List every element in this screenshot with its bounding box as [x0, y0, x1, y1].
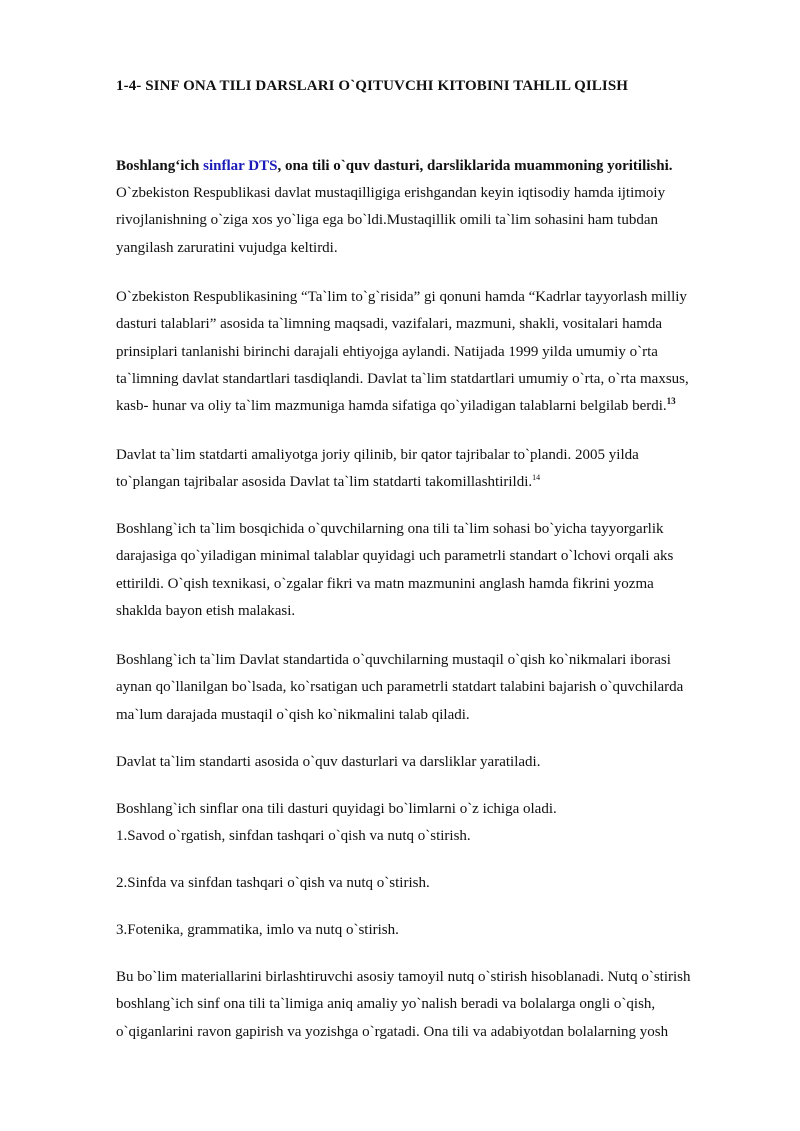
- paragraph-5: [116, 647, 756, 729]
- paragraph-line: ma`lum darajada mustaqil o`qish ko`nikmalini talab qiladi.: [116, 706, 470, 723]
- footnote-ref-14[interactable]: 14: [532, 473, 541, 483]
- paragraph-6: [116, 749, 756, 776]
- paragraph-line: Davlat ta`lim standarti asosida o`quv dasturlari va darsliklar yaratiladi.: [116, 754, 541, 770]
- paragraph-line: ettirildi. O`qish texnikasi, o`zgalar fikri va matn mazmunini anglash hamda fikrini yozma: [116, 575, 654, 592]
- paragraph-line: rivojlanishning o`ziga xos yo`liga ega bo`ldi.Mustaqillik omili ta`lim sohasini ham tubdan: [116, 212, 659, 229]
- paragraph-line: aynan qo`llanilgan bo`lsada, ko`rsatigan uch parametrli statdart talabini bajarish o`quvchilarda: [116, 679, 684, 696]
- paragraph-1: [116, 180, 756, 262]
- paragraph-line: boshlang`ich sinf ona tili ta`limiga aniq amaliy yo`nalish beradi va bolalarga ongli o`qish,: [116, 996, 656, 1013]
- paragraph-2: [116, 284, 756, 420]
- document-title: 1-4- SINF ONA TILI DARSLARI O`QITUVCHI KITOBINI TAHLIL QILISH: [116, 78, 629, 94]
- paragraph-10: [116, 964, 756, 1046]
- list-item: 2.Sinfda va sinfdan tashqari o`qish va nutq o`stirish.: [116, 875, 430, 891]
- paragraph-9: [116, 917, 756, 944]
- paragraph-line: shaklda bayon etish malakasi.: [116, 602, 296, 619]
- paragraph-line: ta`limning davlat standartlari tasdiqlandi. Davlat ta`lim statdartlari umumiy o`rta, o`rta maxsus,: [116, 370, 689, 387]
- section-heading-text-1: Boshlang‘ich: [116, 158, 204, 174]
- paragraph-line: Boshlang`ich sinflar ona tili dasturi quyidagi bo`limlarni o`z ichiga oladi.: [116, 801, 557, 817]
- footnote-ref-13[interactable]: 13: [666, 396, 676, 407]
- section-heading-text-2: , ona tili o`quv dasturi, darsliklarida muammoning yoritilishi.: [277, 158, 673, 174]
- paragraph-line: Boshlang`ich ta`lim bosqichida o`quvchilarning ona tili ta`lim sohasi bo`yicha tayyorgarlik: [116, 521, 664, 537]
- section-heading: [116, 158, 673, 175]
- paragraph-line: O`zbekiston Respublikasi davlat mustaqilligiga erishgandan keyin iqtisodiy hamda ijtimoiy: [116, 185, 666, 201]
- paragraph-line: o`qiganlarini ravon gapirish va yozishga o`rgatadi. Ona tili va adabiyotdan bolalarning yosh: [116, 1023, 669, 1040]
- paragraph-line: yangilash zaruratini vujudga keltirdi.: [116, 239, 338, 256]
- paragraph-line: O`zbekiston Respublikasining “Ta`lim to`g`risida” gi qonuni hamda “Kadrlar tayyorlash milliy: [116, 289, 687, 305]
- paragraph-8: [116, 870, 756, 897]
- paragraph-line: to`plangan tajribalar asosida Davlat ta`lim statdarti takomillashtirildi.$^{14}$: [116, 473, 541, 491]
- paragraph-4: [116, 516, 756, 625]
- paragraph-line: dasturi talablari” asosida ta`limning maqsadi, vazifalari, mazmuni, shakli, vositalari hamda: [116, 316, 663, 333]
- paragraph-line: darajasiga qo`yiladigan minimal talablar quyidagi uch parametrli standart o`lchovi orqali aks: [116, 548, 674, 565]
- paragraph-line: Davlat ta`lim statdarti amaliyotga joriy qilinib, bir qator tajribalar to`plandi. 2005 yilda: [116, 447, 639, 463]
- paragraph-line: prinsiplari tanlanishi birinchi darajali ehtiyojga aylandi. Natijada 1999 yilda umumiy o`rta: [116, 343, 658, 360]
- paragraph-3: [116, 442, 756, 497]
- list-item: 1.Savod o`rgatish, sinfdan tashqari o`qish va nutq o`stirish.: [116, 828, 471, 845]
- paragraph-line: Bu bo`lim materiallarini birlashtiruvchi asosiy tamoyil nutq o`stirish hisoblanadi. Nutq o`stirish: [116, 969, 691, 985]
- list-item: 3.Fotenika, grammatika, imlo va nutq o`stirish.: [116, 922, 399, 938]
- paragraph-line: Boshlang`ich ta`lim Davlat standartida o`quvchilarning mustaqil o`qish ko`nikmalari iborasi: [116, 652, 671, 668]
- sinflar-dts-link[interactable]: sinflar DTS: [203, 158, 278, 174]
- paragraph-7: [116, 796, 756, 851]
- paragraph-line: kasb- hunar va oliy ta`lim mazmuniga hamda sifatiga qo`yiladigan talablarni belgilab berdi.$^{13}$: [116, 396, 676, 415]
